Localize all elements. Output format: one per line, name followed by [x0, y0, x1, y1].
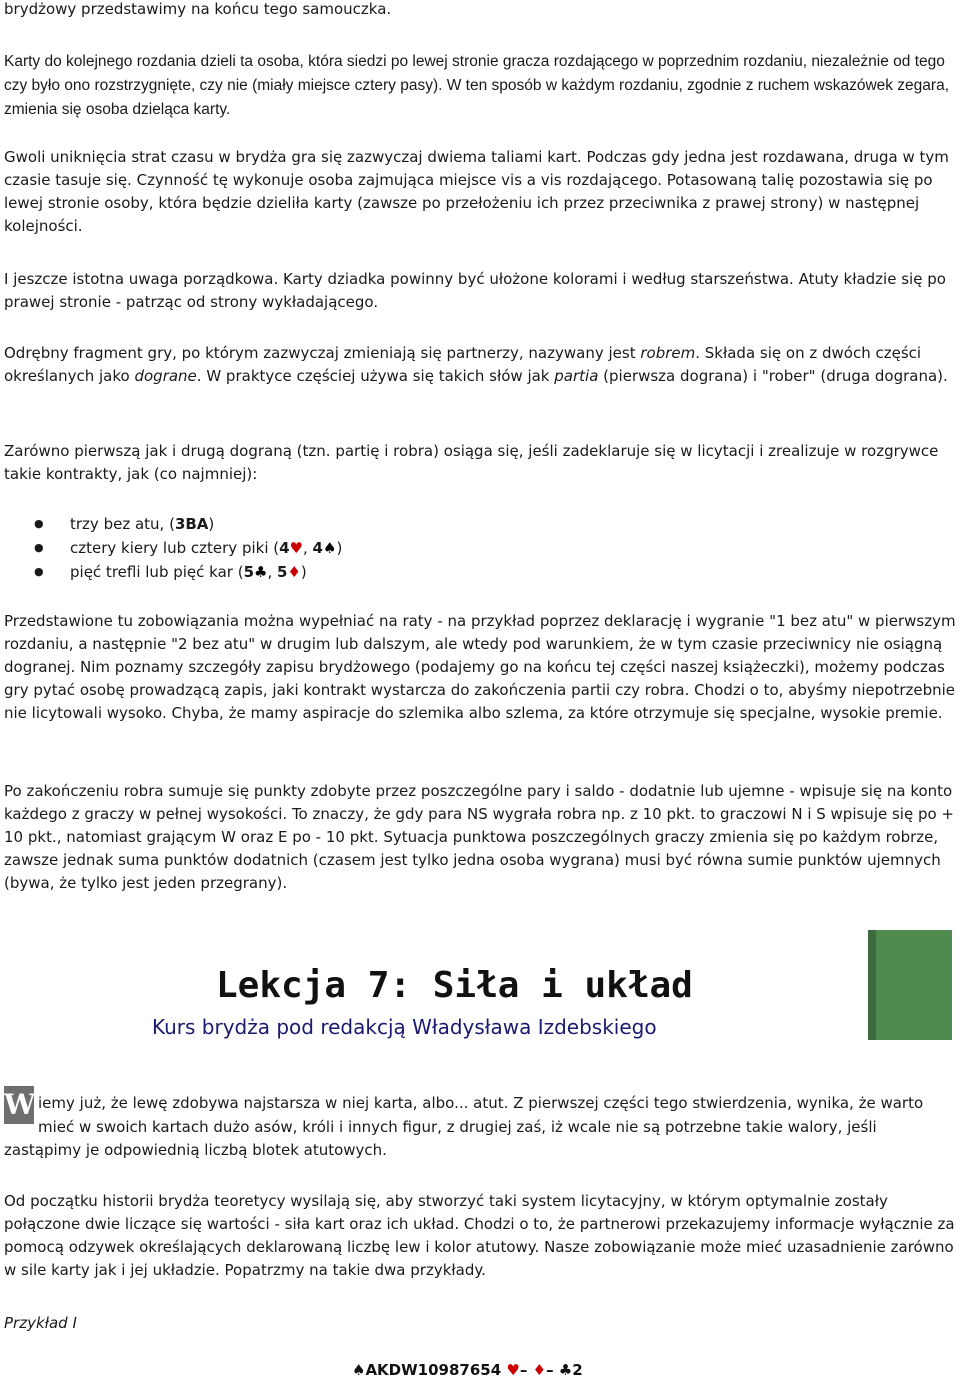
text: Odrębny fragment gry, po którym zazwyczaj zmieniają się partnerzy, nazywany jest [4, 344, 641, 362]
text: pięć trefli lub pięć kar ( [70, 563, 244, 581]
dropcap-letter: W [4, 1086, 34, 1124]
level: 5 [277, 563, 288, 581]
spade-icon: ♠ [322, 539, 337, 557]
clubs-holding: 2 [572, 1361, 583, 1379]
text: ) [336, 539, 343, 557]
term-robrem: robrem [640, 344, 696, 362]
level: 5 [243, 563, 254, 581]
contract-5d [277, 563, 301, 581]
hand-display [352, 1359, 583, 1381]
paragraph-game-contracts: Zarówno pierwszą jak i drugą dograną (tzn. partię i robra) osiąga się, jeśli zadeklaruje się w licytacji i zrealizuje w rozgrywce takie kontrakty, jak (co najmniej): [4, 442, 939, 483]
paragraph-installments: Przedstawione tu zobowiązania można wypełniać na raty - na przykład poprzez deklarację i wygranie "1 bez atu" w pierwszym rozdaniu, a następnie "2 bez atu" w drugim lub dalszym, ale wtedy pod warunkiem, że w tym czasie przeciwnicy nie osiągną dogranej. Nim poznamy szczegóły zapisu brydżowego (podajemy go na końcu tej części naszej książeczki), możemy podczas gry pytać osobę prowadzącą zapis, jaki kontrakt wystarcza do zakończenia partii czy robra. Chodzi o to, abyśmy niepotrzebnie nie licytowali wysoko. Chyba, że mamy aspiracje do szlemika albo szlema, za które otrzymuje się specjalne, wysokie premie. [4, 612, 956, 722]
paragraph-intro-tail: brydżowy przedstawimy na końcu tego samouczka. [4, 0, 392, 18]
level: 4 [312, 539, 323, 557]
level: 4 [279, 539, 290, 557]
text-line: zastąpimy je odpowiednią liczbą blotek atutowych. [4, 1141, 387, 1159]
text: . Składa się on z dwóch części określanych jako [4, 344, 922, 385]
text: cztery kiery lub cztery piki ( [70, 539, 280, 557]
text-line: mieć w swoich kartach dużo asów, króli i innych figur, z drugiej zaś, iż wcale nie są potrzebne takie walory, jeśli [38, 1117, 877, 1136]
text: , [267, 563, 277, 581]
contract-3nt: 3BA [174, 515, 209, 533]
spades-holding: AKDW10987654 [365, 1361, 502, 1379]
paragraph-scoring: Po zakończeniu robra sumuje się punkty zdobyte przez poszczególne pary i saldo - dodatnie lub ujemne - wpisuje się na konto każdego z graczy w pełnej wysokości. To znaczy, że gdy para NS wygrała robra np. z 10 pkt. to graczowi N i S wpisuje się po + 10 pkt., natomiast grającym W oraz E po - 10 pkt. Sytuacja punktowa poszczególnych graczy zmienia się po każdym robrze, zawsze jednak suma punktów dodatnich (czasem jest tylko jedna osoba wygrana) musi być równa sumie punktów ujemnych (bywa, że tylko jest jeden przegrany). [4, 782, 954, 892]
diamond-icon: ♦ [532, 1361, 547, 1379]
heart-icon: ♥ [289, 539, 303, 557]
contract-5c [244, 563, 268, 581]
example-label: Przykład I [4, 1314, 77, 1332]
text: . W praktyce częściej używa się takich słów jak [196, 367, 555, 385]
contract-4h [279, 539, 303, 557]
list-item [34, 536, 342, 560]
text: trzy bez atu, ( [70, 515, 175, 533]
term-partia: partia [554, 367, 599, 385]
lesson-subtitle: Kurs brydża pod redakcją Władysława Izdebskiego [152, 1015, 657, 1039]
diamonds-holding: – [546, 1361, 554, 1379]
paragraph-dealer: Karty do kolejnego rozdania dzieli ta osoba, która siedzi po lewej stronie gracza rozdającego w poprzednim rozdaniu, niezależnie od tego czy było ono rozstrzygnięte, czy nie (miały miejsce cztery pasy). W ten sposób w każdym rozdaniu, zgodnie z ruchem wskazówek zegara, zmienia się osoba dzieląca karty. [4, 53, 950, 118]
text: ) [300, 563, 307, 581]
list-item [34, 512, 342, 536]
text-line: iemy już, że lewę zdobywa najstarsza w niej karta, albo... atut. Z pierwszej części tego stwierdzenia, wynika, że warto [38, 1094, 924, 1112]
text: ) [208, 515, 215, 533]
heart-icon: ♥ [506, 1361, 520, 1379]
text: , [303, 539, 313, 557]
list-item [34, 560, 342, 584]
paragraph-lesson-intro [4, 1092, 956, 1163]
term-dograne: dograne [134, 367, 197, 385]
hearts-holding: – [519, 1361, 528, 1379]
lesson-title: Lekcja 7: Siła i układ [216, 965, 693, 1006]
paragraph-shuffling: Gwoli uniknięcia strat czasu w brydża gra się zazwyczaj dwiema taliami kart. Podczas gdy jedna jest rozdawana, druga w tym czasie tasuje się. Czynność tę wykonuje osoba zajmująca miejsce vis a vis rozdającego. Potasowaną talię pozostawia się po lewej stronie osoby, która będzie dzieliła karty (zawsze po przełożeniu ich przez przeciwnika z prawej strony) w następnej kolejności. [4, 148, 949, 235]
club-icon: ♣ [254, 563, 268, 581]
club-icon: ♣ [558, 1361, 573, 1379]
spade-icon: ♠ [352, 1361, 366, 1379]
paragraph-rubber [4, 342, 956, 388]
paragraph-bidding-system: Od początku historii brydża teoretycy wysilają się, aby stworzyć taki system licytacyjny, w którym optymalnie zostały połączone dwie liczące się wartości - siła kart oraz ich układ. Chodzi o to, że partnerowi przekazujemy informacje wyłącznie za pomocą odzywek określających deklarowaną liczbę lew i kolor atutowy. Nasze zobowiązanie może mieć uzasadnienie zarówno w sile karty jak i jej układzie. Popatrzmy na takie dwa przykłady. [4, 1192, 955, 1279]
decorative-bar [868, 930, 952, 1040]
diamond-icon: ♦ [287, 563, 301, 581]
text: (pierwsza dograna) i "rober" (druga dograna). [598, 367, 948, 385]
contract-list [34, 512, 342, 584]
paragraph-dummy-order: I jeszcze istotna uwaga porządkowa. Karty dziadka powinny być ułożone kolorami i według starszeństwa. Atuty kładzie się po prawej stronie - patrząc od strony wykładającego. [4, 270, 946, 311]
contract-4s [313, 539, 337, 557]
